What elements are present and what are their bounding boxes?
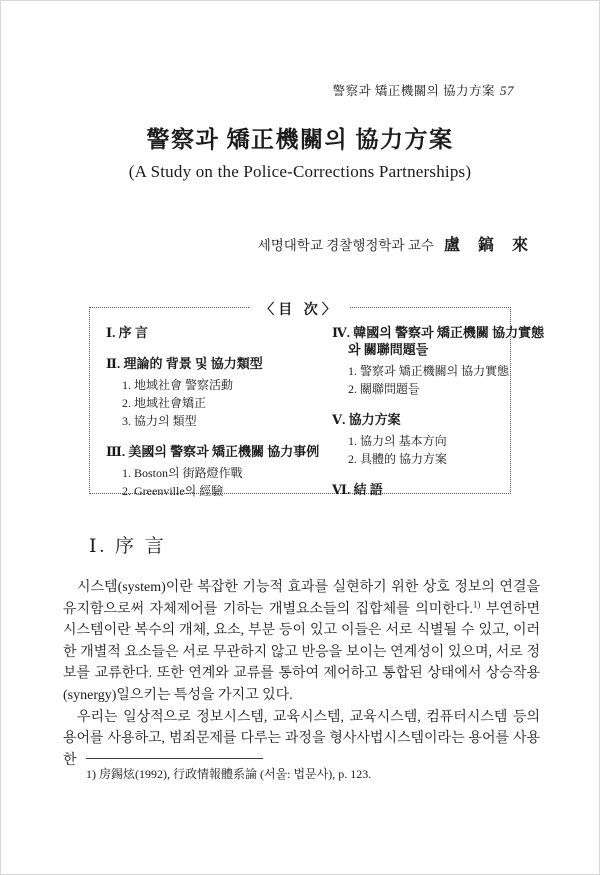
toc-subitem: 2. 具體的 協力方案 [348,451,448,466]
toc-item-title: Ⅲ. 美國의 警察과 矯正機關 協力事例 [106,443,320,459]
toc-item [106,444,332,500]
author-name: 盧 鎬 來 [443,237,529,254]
toc-item-title-cont: 와 關聯問題들 [348,341,429,357]
toc-box [89,303,545,498]
page-subtitle: (A Study on the Police-Corrections Partnerships) [128,162,472,181]
toc-item-title: Ⅳ. 韓國의 警察과 矯正機關 協力實態 [332,325,545,340]
toc-subitem: 2. 地域社會矯正 [122,395,207,410]
paragraph1-part1: 시스템(system)이란 복잡한 기능적 효과를 실현하기 위한 상호 정보의 연결을 유지함으로써 자체제어를 기하는 개별요소들의 집합체를 의미한다. [63,580,540,617]
toc-subitem: 1. Boston의 街路燈作戰 [122,465,243,480]
toc-subitems [106,376,332,430]
toc-column-left [106,325,332,500]
running-header [333,81,514,99]
footnote-text: 1) 房錫炫(1992), 行政情報體系論 (서울: 법문사), p. 123. [86,767,372,781]
toc-subitem: 1. 地域社會 警察活動 [122,377,234,392]
footnote-block [86,758,546,782]
section-heading: Ⅰ. 序 言 [89,536,167,557]
toc-item [332,325,544,398]
body-paragraph-1 [63,577,540,707]
toc-subitems [332,362,544,398]
footnote-rule [86,758,263,759]
toc-item-title: Ⅴ. 協力方案 [332,411,401,427]
toc-legend: 〈目 次〉 [250,299,350,319]
page-title: 警察과 矯正機關의 協力方案 [146,127,454,152]
toc-item [332,482,544,499]
author-line [258,232,529,255]
running-header-title: 警察과 矯正機關의 協力方案 [332,84,495,98]
toc-subitems [106,464,332,500]
toc-item-title: Ⅵ. 結 語 [332,481,383,497]
toc-subitem: 2. 關聯問題들 [348,381,420,396]
body-paragraph-2: 우리는 일상적으로 정보시스템, 교육시스템, 교육시스템, 컴퓨터시스템 등의 용어를 사용하고, 범죄문제를 다루는 과정을 형사사법시스템이라는 용어를 사용한 [63,709,540,768]
toc-item-title: Ⅱ. 理論的 背景 및 協力類型 [106,355,263,371]
toc-item [106,325,332,342]
toc-subitem: 3. 協力의 類型 [122,413,197,428]
paragraph1-part2: 부연하면 시스템이란 복수의 개체, 요소, 부분 등이 있고 이들은 서로 식별될 수 있고, 이러한 개별적 요소들은 서로 무관하지 않고 반응을 보이는 연계성이 있으며, 서로 정보를 교류한다. 또한 연계와 교류를 통하여 제어하고 통합된 상태에서 상승작용(synergy)일으키는 특성을 가지고 있다. [63,601,540,703]
toc-subitem: 1. 協力의 基本方向 [348,433,447,448]
toc-columns [90,308,545,500]
toc-item-title: Ⅰ. 序 言 [106,325,148,340]
toc-item [106,356,332,430]
toc-subitem: 1. 警察과 矯正機關의 協力實態 [348,363,510,378]
footnote-marker: 1) [472,598,481,609]
toc-subitem: 2. Greenville의 經驗 [122,483,224,498]
toc-subitems [332,432,544,468]
toc-column-right [332,325,544,500]
author-affiliation: 세명대학교 경찰행정학과 교수 [257,238,434,253]
page-number: 57 [500,83,514,98]
body-text [63,577,540,771]
toc-item [332,412,544,468]
